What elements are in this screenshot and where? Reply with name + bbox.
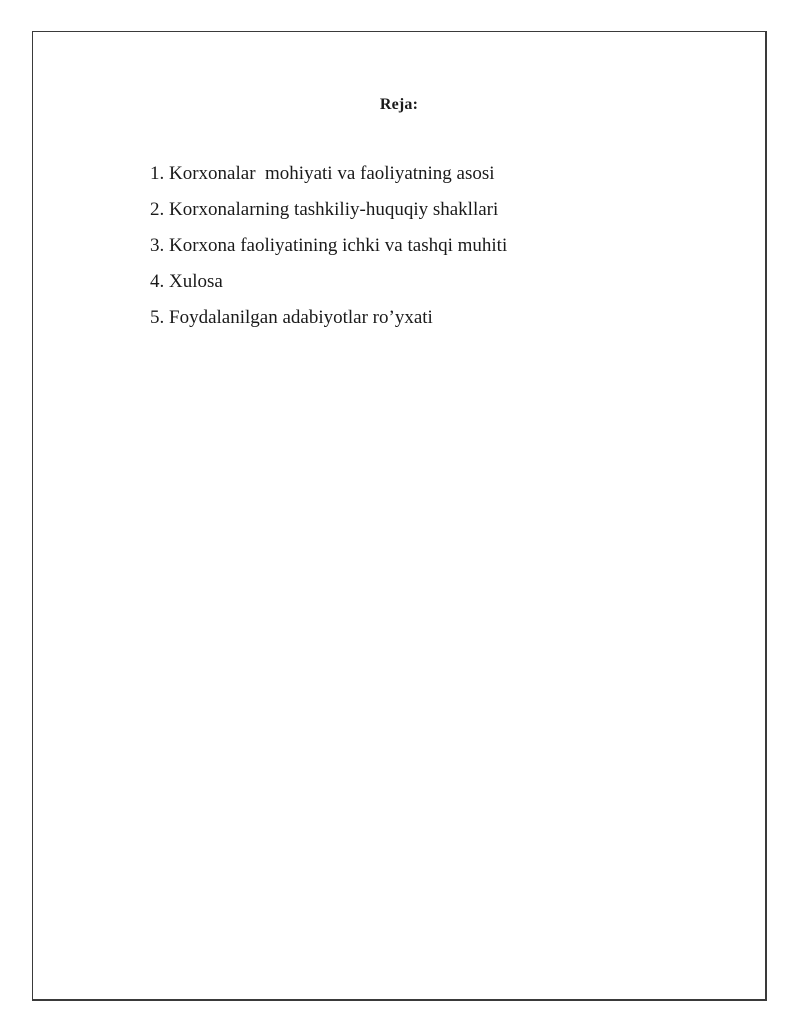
plan-list [150,156,507,336]
list-item: 5. Foydalanilgan adabiyotlar ro’yxati [150,307,433,328]
list-item: 2. Korxonalarning tashkiliy-huquqiy shakllari [150,199,499,220]
list-item: 4. Xulosa [150,271,223,292]
document-page [32,31,767,1001]
list-item: 3. Korxona faoliyatining ichki va tashqi muhiti [150,235,508,256]
list-item: 1. Korxonalar mohiyati va faoliyatning asosi [150,163,495,184]
page-title: Reja: [379,96,419,113]
